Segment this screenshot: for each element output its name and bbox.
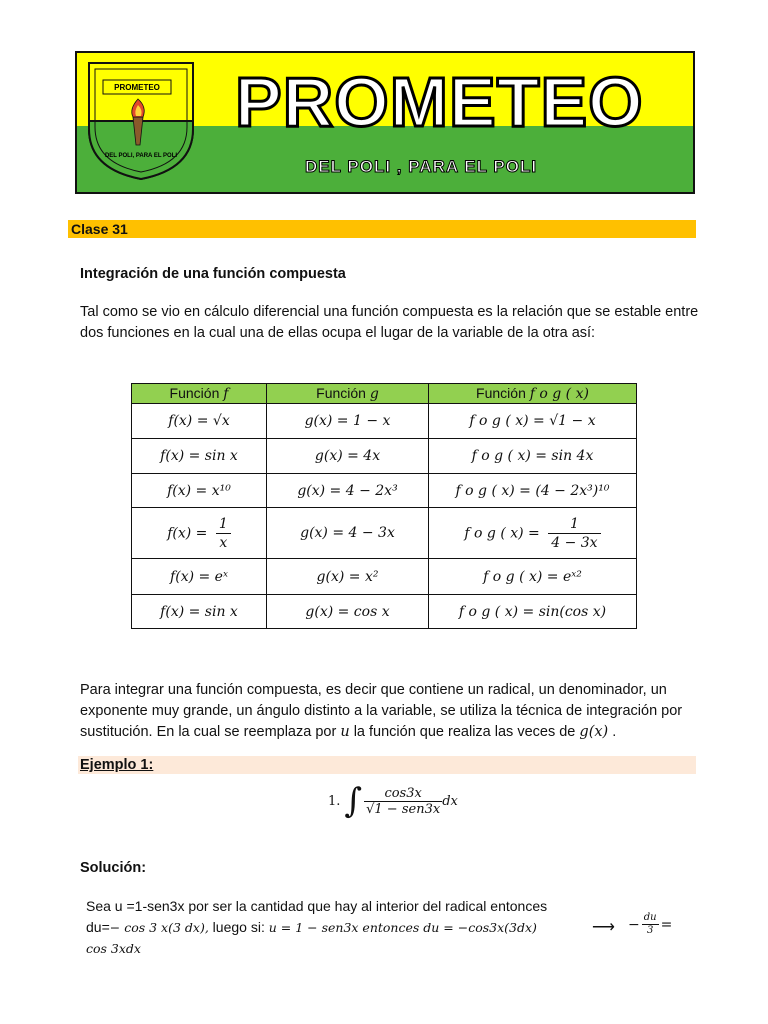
table-row bbox=[132, 508, 637, 559]
clase-label: Clase 31 bbox=[71, 221, 128, 237]
fraction: $\frac{1}{4 - 3x}$ bbox=[548, 515, 600, 552]
table-cell-g: g(x) = 4 − 3x bbox=[267, 508, 429, 559]
table-header-g: Función g bbox=[267, 384, 429, 404]
table-cell-g: g(x) = x² bbox=[267, 559, 429, 595]
table-cell-fog: f o g ( x) = eˣ² bbox=[429, 559, 637, 595]
table-row bbox=[132, 474, 637, 508]
solucion-label: Solución: bbox=[80, 860, 147, 876]
table-cell-f: f(x) = sin x bbox=[132, 595, 267, 629]
table-row bbox=[132, 439, 637, 474]
substitution-paragraph: Para integrar una función compuesta, es decir que contiene un radical, un denominador, un exponente muy grande, un ángulo distinto a la variable, se utiliza la técnica de integración por sustitución. En la cual se reemplaza por u la función que realiza las veces de g(x) . bbox=[80, 682, 683, 740]
banner-title: PROMETEO bbox=[235, 63, 644, 141]
table-cell-fog: f o g ( x) = (4 − 2x³)¹⁰ bbox=[429, 474, 637, 508]
shield-logo-icon bbox=[85, 59, 197, 183]
table-row bbox=[132, 595, 637, 629]
svg-text:PROMETEO: PROMETEO bbox=[114, 83, 160, 92]
table-cell-fog: f o g ( x) = sin 4x bbox=[429, 439, 637, 474]
integral-fraction: $\frac{\cos 3x}{\text{√1 − sen3x}}$ bbox=[366, 785, 441, 817]
table-cell-g: g(x) = cos x bbox=[267, 595, 429, 629]
banner-subtitle: DEL POLI , PARA EL POLI bbox=[305, 157, 538, 176]
ejemplo-header-bar bbox=[78, 756, 696, 774]
table-cell-g: g(x) = 1 − x bbox=[267, 404, 429, 439]
table-header-row bbox=[132, 384, 637, 404]
table-cell-f: f(x) = eˣ bbox=[132, 559, 267, 595]
composite-function-table bbox=[131, 383, 637, 629]
intro-paragraph: Tal como se vio en cálculo diferencial una función compuesta es la relación que se estable entre dos funciones en la cual una de ellas ocupa el lugar de la variable de la otra así: bbox=[80, 304, 699, 341]
table-cell-f: f(x) = $\frac{1}{x}$ bbox=[132, 508, 267, 559]
clase-header-bar bbox=[68, 220, 696, 238]
table-row bbox=[132, 404, 637, 439]
section-title: Integración de una función compuesta bbox=[80, 266, 346, 282]
table-cell-fog: f o g ( x) = sin(cos x) bbox=[429, 595, 637, 629]
ejemplo-label: Ejemplo 1: bbox=[80, 757, 154, 773]
fraction: $\frac{1}{x}$ bbox=[216, 515, 231, 552]
integral-expression: 1. ∫ $\frac{\cos 3x}{\text{√1 − sen3x}}$ dx bbox=[328, 781, 458, 821]
table-header-fog: Función f o g ( x) bbox=[429, 384, 637, 404]
table-cell-fog: f o g ( x) = $\frac{1}{4 - 3x}$ bbox=[429, 508, 637, 559]
table-cell-f: f(x) = x¹⁰ bbox=[132, 474, 267, 508]
table-cell-g: g(x) = 4 − 2x³ bbox=[267, 474, 429, 508]
table-cell-g: g(x) = 4x bbox=[267, 439, 429, 474]
solution-text: Sea u =1-sen3x por ser la cantidad que hay al interior del radical entonces du=− cos 3 x(3 dx), luego si: u = 1 − sen3x entonces du = −cos3x(3dx) cos 3xdx bbox=[86, 898, 548, 956]
table-cell-f: f(x) = sin x bbox=[132, 439, 267, 474]
table-row bbox=[132, 559, 637, 595]
svg-text:DEL POLI, PARA EL POLI: DEL POLI, PARA EL POLI bbox=[104, 153, 178, 159]
header-banner bbox=[75, 51, 695, 194]
table-header-f: Función f bbox=[132, 384, 267, 404]
table-cell-fog: f o g ( x) = √1 − x bbox=[429, 404, 637, 439]
arrow-right-icon: ⟶ bbox=[592, 919, 615, 936]
integral-sign-icon: ∫ bbox=[344, 781, 363, 821]
du-fraction: − $\frac{du}{3}$ = bbox=[628, 912, 673, 936]
table-cell-f: f(x) = √x bbox=[132, 404, 267, 439]
